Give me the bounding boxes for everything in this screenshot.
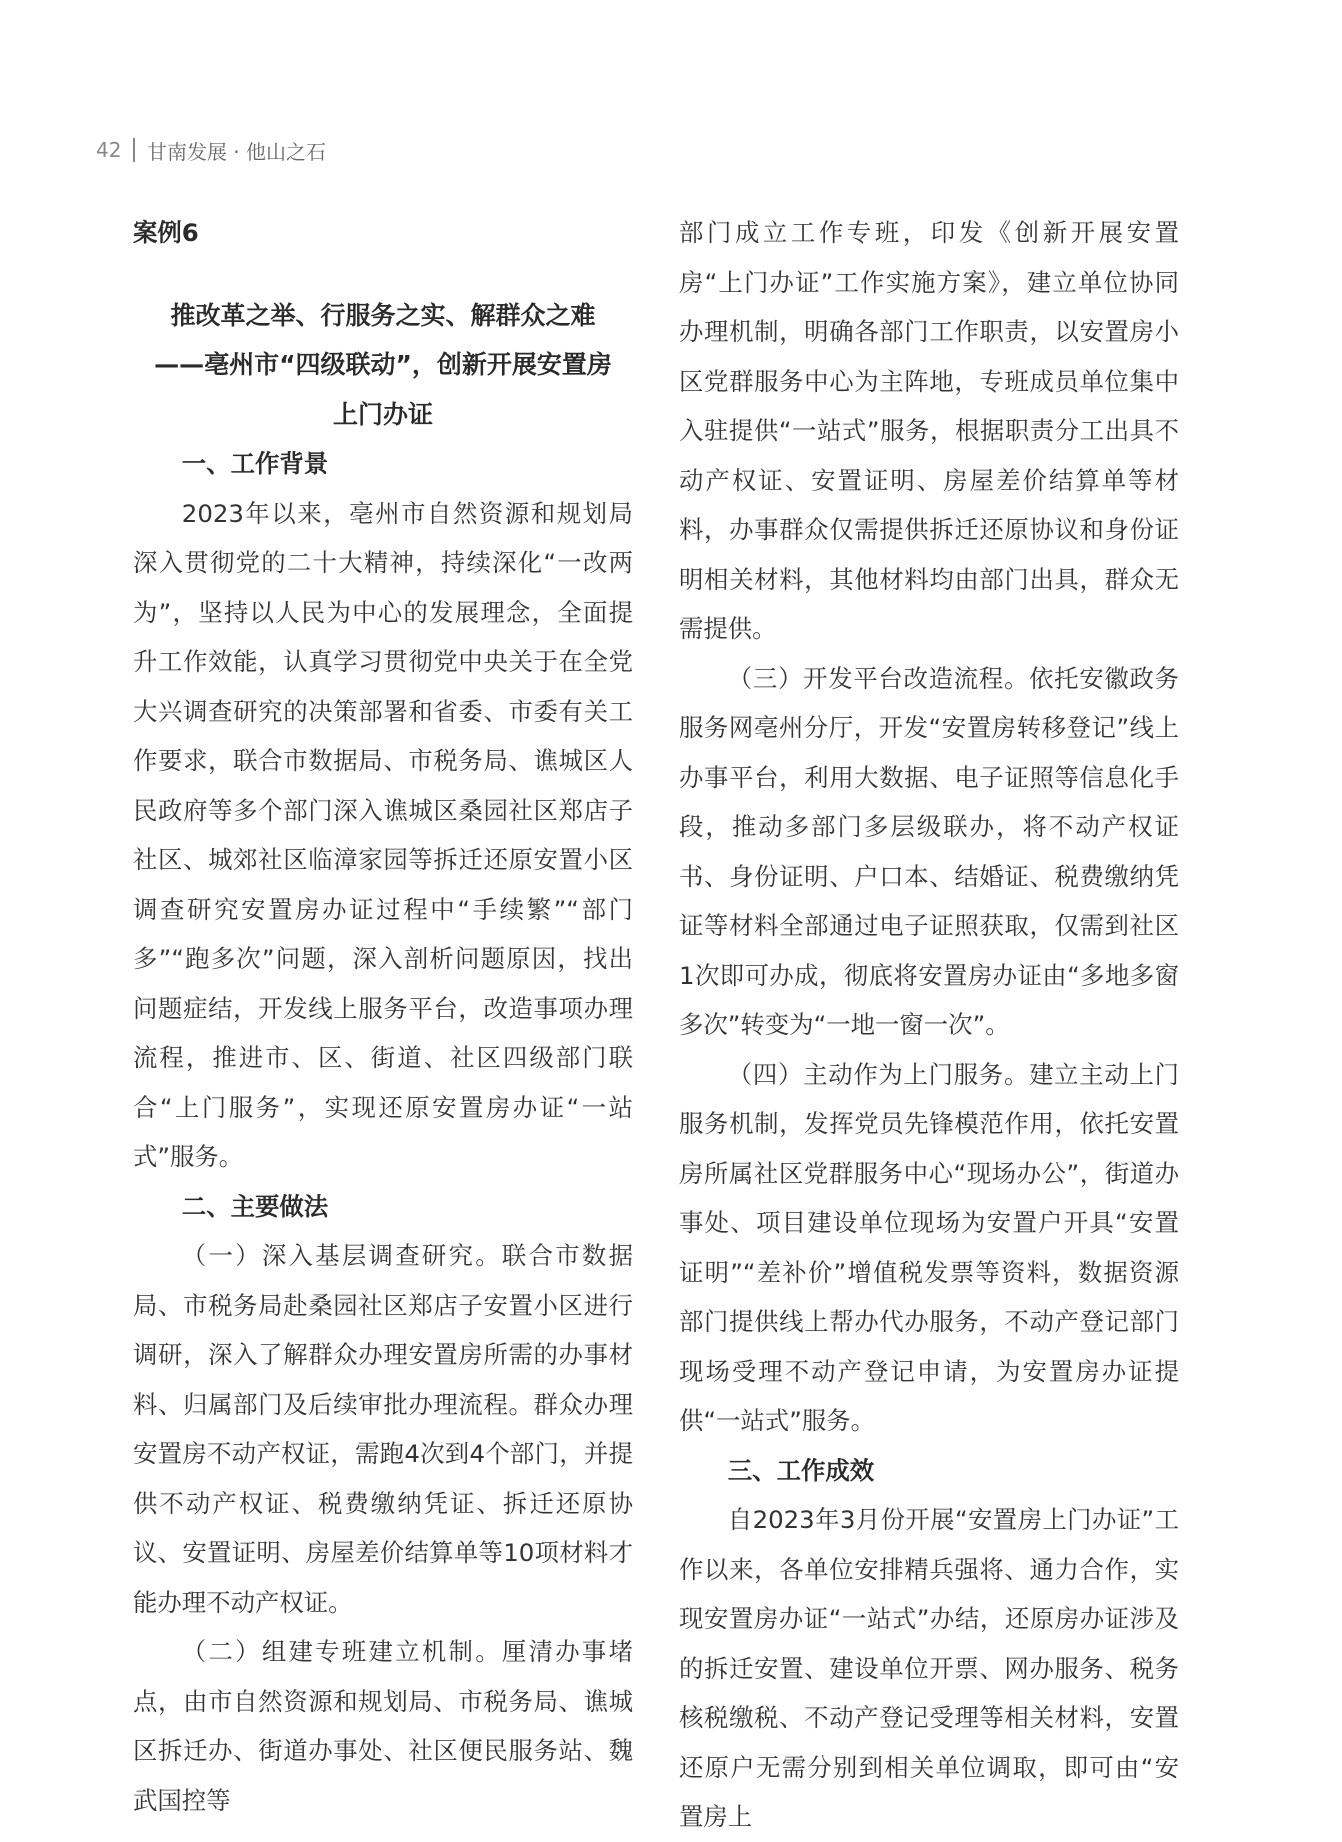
title-line-1: 推改革之举、行服务之实、解群众之难: [170, 300, 596, 330]
paragraph-measure-1: （一）深入基层调查研究。联合市数据局、市税务局赴桑园社区郑店子安置小区进行调研，深入了解群众办理安置房所需的办事材料、归属部门及后续审批办理流程。群众办理安置房不动产权证，需跑4次到4个部门，并提供不动产权证、税费缴纳凭证、拆迁还原协议、安置证明、房屋差价结算单等10项材料才能办理不动产权证。: [133, 1241, 633, 1617]
paragraph-measure-2-continued: 部门成立工作专班，印发《创新开展安置房“上门办证”工作实施方案》，建立单位协同办理机制，明确各部门工作职责，以安置房小区党群服务中心为主阵地，专班成员单位集中入驻提供“一站式”服务，根据职责分工出具不动产权证、安置证明、房屋差价结算单等材料，办事群众仅需提供拆迁还原协议和身份证明相关材料，其他材料均由部门出具，群众无需提供。: [679, 218, 1179, 643]
title-line-2: ——亳州市“四级联动”，创新开展安置房: [154, 350, 612, 379]
paragraph-measure-2: （二）组建专班建立机制。厘清办事堵点，由市自然资源和规划局、市税务局、谯城区拆迁办、街道办事处、社区便民服务站、魏武国控等: [133, 1637, 633, 1815]
page-number: 42: [96, 138, 122, 162]
section-heading-results: 三、工作成效: [727, 1455, 875, 1485]
paragraph-results: 自2023年3月份开展“安置房上门办证”工作以来，各单位安排精兵强将、通力合作，实现安置房办证“一站式”办结，还原房办证涉及的拆迁安置、建设单位开票、网办服务、税务核税缴税、不动产登记受理等相关材料，安置还原户无需分别到相关单位调取，即可由“安置房上: [679, 1505, 1179, 1831]
section-title: 甘南发展 · 他山之石: [146, 139, 327, 164]
right-column: [679, 208, 1179, 1842]
running-header: [96, 136, 326, 164]
title-line-3: 上门办证: [332, 399, 433, 429]
article-title: [133, 291, 633, 440]
paragraph-measure-3: （三）开发平台改造流程。依托安徽政务服务网亳州分厅，开发“安置房转移登记”线上办事平台，利用大数据、电子证照等信息化手段，推动多部门多层级联办，将不动产权证书、身份证明、户口本、结婚证、税费缴纳凭证等材料全部通过电子证照获取，仅需到社区1次即可办成，彻底将安置房办证由“多地多窗多次”转变为“一地一窗一次”。: [679, 663, 1179, 1039]
paragraph-background: 2023年以来，亳州市自然资源和规划局深入贯彻党的二十大精神，持续深化“一改两为”，坚持以人民为中心的发展理念，全面提升工作效能，认真学习贯彻党中央关于在全党大兴调查研究的决策部署和省委、市委有关工作要求，联合市数据局、市税务局、谯城区人民政府等多个部门深入谯城区桑园社区郑店子社区、城郊社区临漳家园等拆迁还原安置小区调查研究安置房办证过程中“手续繁”“部门多”“跑多次”问题，深入剖析问题原因，找出问题症结，开发线上服务平台，改造事项办理流程，推进市、区、街道、社区四级部门联合“上门服务”，实现还原安置房办证“一站式”服务。: [133, 498, 633, 1171]
header-divider: [133, 138, 135, 162]
section-heading-measures: 二、主要做法: [181, 1191, 329, 1221]
section-heading-background: 一、工作背景: [181, 449, 329, 478]
case-label: 案例6: [133, 218, 199, 247]
paragraph-measure-4: （四）主动作为上门服务。建立主动上门服务机制，发挥党员先锋模范作用，依托安置房所属社区党群服务中心“现场办公”，街道办事处、项目建设单位现场为安置户开具“安置证明”“差补价”增值税发票等资料，数据资源部门提供线上帮办代办服务，不动产登记部门现场受理不动产登记申请，为安置房办证提供“一站式”服务。: [679, 1059, 1179, 1435]
left-column: [133, 208, 633, 1825]
